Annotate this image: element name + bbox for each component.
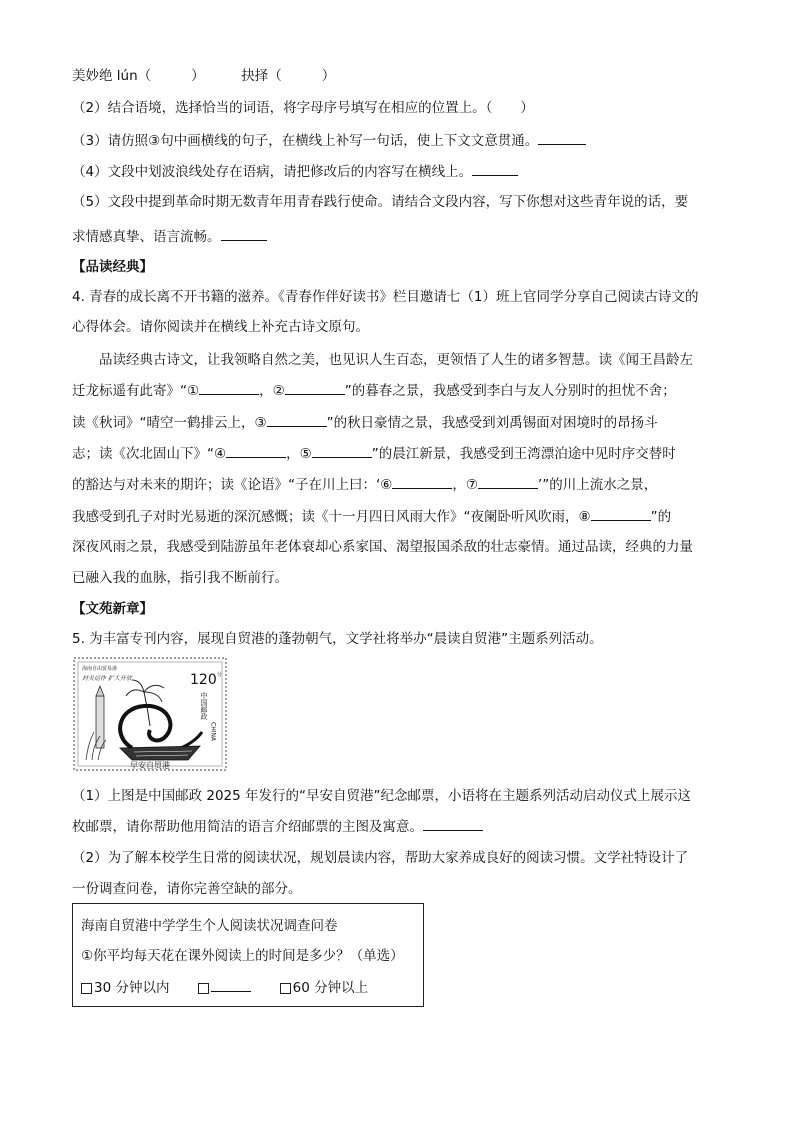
q4-passage-line2: 迁龙标遥有此寄》“① ，② ”的暮春之景，我感受到李白与友人分别时的担忧不舍； xyxy=(72,380,676,401)
q4-passage-line5: 的豁达与对未来的期许；读《论语》“子在川上曰：‘⑥ ，⑦ ’”的川上流水之景， xyxy=(72,474,657,495)
q4-passage-line6: 我感受到孔子对时光易逝的深沉感慨；读《十一月四日风雨大作》“夜阑卧听风吹雨，⑧ ”的 xyxy=(72,506,671,527)
poem-blank-6[interactable] xyxy=(392,474,452,489)
q3-sub2: （2）结合语境，选择恰当的词语，将字母序号填写在相应的位置上。（ ） xyxy=(72,100,534,116)
q4-line1: 4. 青春的成长离不开书籍的滋养。《青春作伴好读书》栏目邀请七（1）班上官同学分享自己阅读古诗文的 xyxy=(72,289,699,305)
answer-blank[interactable] xyxy=(221,226,267,241)
section-heading-wenyuan: 【文苑新章】 xyxy=(72,601,153,617)
q4-passage-line3: 读《秋词》“晴空一鹤排云上，③ ”的秋日豪情之景，我感受到刘禹锡面对困境时的昂扬斗 xyxy=(72,412,658,433)
stamp-value-unit: 分 xyxy=(217,672,223,678)
stamp-value: 120 xyxy=(190,672,217,688)
q5-sub1-line1: （1）上图是中国邮政 2025 年发行的“早安自贸港”纪念邮票，小语将在主题系列活动启动仪式上展示这 xyxy=(72,788,692,804)
answer-blank[interactable] xyxy=(538,130,586,145)
survey-options: 30 分钟以内 60 分钟以上 xyxy=(81,976,368,996)
stamp-illustration xyxy=(72,656,228,772)
q4-line2: 心得体会。请你阅读并在横线上补充古诗文原句。 xyxy=(72,319,369,335)
answer-blank[interactable] xyxy=(423,816,483,831)
checkbox[interactable] xyxy=(198,983,209,994)
q5-sub2-line1: （2）为了解本校学生日常的阅读状况，规划晨读内容，帮助大家养成良好的阅读习惯。文学社特设计了 xyxy=(72,850,689,866)
stamp-postal-text: 中国邮政 xyxy=(200,692,208,720)
q4-passage-line1: 品读经典古诗文，让我领略自然之美，也见识人生百态，更领悟了人生的诸多智慧。读《闻王昌龄左 xyxy=(99,352,693,368)
q3-word-line: 美妙绝 lún（ ） 抉择（ ） xyxy=(72,68,336,84)
checkbox[interactable] xyxy=(280,983,291,994)
q4-passage-line8: 已融入我的血脉，指引我不断前行。 xyxy=(72,570,288,586)
survey-question: ①你平均每天花在课外阅读上的时间是多少？（单选） xyxy=(81,948,404,964)
poem-blank-5[interactable] xyxy=(312,443,372,458)
answer-blank[interactable] xyxy=(472,161,518,176)
q3-sub5-line2: 求情感真挚、语言流畅。 xyxy=(72,226,267,247)
survey-title: 海南自贸港中学学生个人阅读状况调查问卷 xyxy=(81,918,338,934)
q5-sub1-line2: 枚邮票，请你帮助他用简洁的语言介绍邮票的主图及寓意。 xyxy=(72,816,483,837)
q3-sub4: （4）文段中划波浪线处存在语病，请把修改后的内容写在横线上。 xyxy=(72,161,518,182)
poem-blank-4[interactable] xyxy=(226,443,286,458)
q5-sub2-line2: 一份调查问卷，请你完善空缺的部分。 xyxy=(72,881,302,897)
poem-blank-1[interactable] xyxy=(199,380,259,395)
poem-blank-3[interactable] xyxy=(267,412,327,427)
poem-blank-7[interactable] xyxy=(478,474,538,489)
q3-sub5-line1: （5）文段中提到革命时期无数青年用青春践行使命。请结合文段内容，写下你想对这些青年说的话，要 xyxy=(72,194,689,210)
stamp-top-text: 海南自由贸易港 xyxy=(82,666,118,672)
commemorative-stamp-image xyxy=(72,656,228,772)
poem-blank-8[interactable] xyxy=(591,506,651,521)
q4-passage-line7: 深夜风雨之景，我感受到陆游虽年老体衰却心系家国、渴望报国杀敌的壮志豪情。通过品读，经典的力量 xyxy=(72,539,693,555)
stamp-china-text: CHINA xyxy=(209,722,217,742)
q3-sub3: （3）请仿照③句中画横线的句子，在横线上补写一句话，使上下文文意贯通。 xyxy=(72,130,586,151)
checkbox[interactable] xyxy=(81,983,92,994)
q5-line1: 5. 为丰富专刊内容，展现自贸港的蓬勃朝气，文学社将举办“晨读自贸港”主题系列活动。 xyxy=(72,631,603,647)
stamp-slogan: 封关运作 扩大开放 xyxy=(82,675,132,682)
poem-blank-2[interactable] xyxy=(285,380,345,395)
option-blank[interactable] xyxy=(211,977,251,992)
survey-box xyxy=(72,903,424,1007)
section-heading-pindu: 【品读经典】 xyxy=(72,259,153,275)
stamp-caption: 早安自贸港 xyxy=(130,761,170,770)
q4-passage-line4: 志；读《次北固山下》“④ ，⑤ ”的晨江新景，我感受到王湾漂泊途中见时序交替时 xyxy=(72,443,676,464)
